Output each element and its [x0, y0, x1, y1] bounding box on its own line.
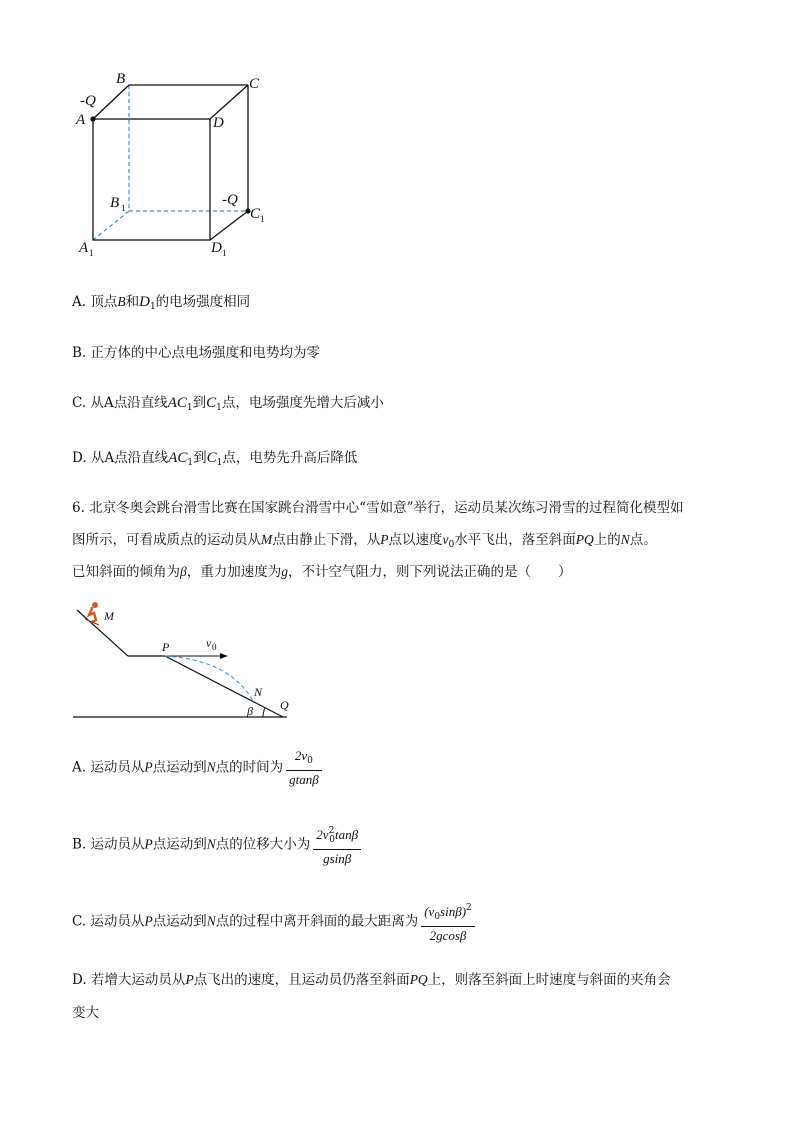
q6-stem-line-2: 图所示，可看成质点的运动员从M点由静止下滑，从P点以速度$v_0$水平飞出，落至斜面PQ上的N点。: [72, 532, 657, 550]
edge-dc: [210, 85, 248, 119]
vertex-sub-c1: 1: [260, 214, 265, 224]
upper-slope: [77, 610, 128, 656]
edge-a1b1: [93, 211, 129, 240]
vertex-sub-b1: 1: [121, 203, 126, 213]
fraction-time: $\frac{2v_0}{gtan\beta}$: [286, 748, 322, 788]
q6-option-a: A. 运动员从P点运动到N点的时间为 $\frac{2v_0}{gtan\beta}$: [72, 748, 322, 788]
vertex-sub-a1: 1: [89, 248, 94, 258]
point-label-q: Q: [280, 698, 289, 712]
vertex-label-d1: D: [211, 240, 222, 256]
q5-option-a: A. 顶点B和$D_1$的电场强度相同: [72, 294, 251, 312]
velocity-label: v: [206, 636, 212, 650]
slope-pq: [165, 656, 283, 717]
fraction-max-distance: $\frac{(v_0\sin\beta)^2}{2gcos\beta}$: [421, 900, 475, 944]
skier-icon: [85, 602, 99, 625]
vertex-label-d: D: [213, 115, 224, 131]
vertex-label-b: B: [116, 71, 126, 87]
q6-option-c: C. 运动员从P点运动到N点的过程中离开斜面的最大距离为 $\frac{(v_0\sin\beta)^2}{2gcos\beta}$: [72, 900, 475, 944]
q6-option-d-line-1: D. 若增大运动员从P点飞出的速度，且运动员仍落至斜面PQ上，则落至斜面上时速度与斜面的夹角会: [72, 972, 671, 988]
vertex-label-a: A: [76, 112, 86, 128]
charge-label-c1: -Q: [222, 192, 238, 208]
angle-beta-arc: [263, 708, 265, 717]
q5-option-d: D. 从A点沿直线$AC_1$到$C_1$点，电势先升高后降低: [72, 450, 358, 468]
q6-option-d-line-2: 变大: [72, 1005, 99, 1021]
vertex-sub-d1: 1: [222, 248, 227, 258]
cube-figure: [72, 66, 282, 266]
point-label-p: P: [162, 640, 170, 654]
angle-label-beta: β: [247, 704, 253, 718]
q5-option-c: C. 从A点沿直线$AC_1$到$C_1$点，电场强度先增大后减小: [72, 395, 384, 413]
fraction-displacement: $\frac{2v^2_0\tan\beta}{gsin\beta}$: [313, 823, 361, 867]
vertex-label-c: C: [249, 76, 260, 92]
point-label-n: N: [254, 685, 263, 699]
edge-ab: [93, 85, 129, 119]
velocity-label-sub: 0: [212, 642, 217, 652]
ski-slope-figure: [70, 600, 300, 725]
point-label-m: M: [104, 609, 114, 623]
q6-stem-line-1: 6. 北京冬奥会跳台滑雪比赛在国家跳台滑雪中心“雪如意”举行，运动员某次练习滑雪的过程简化模型如: [72, 500, 684, 516]
q6-option-b: B. 运动员从P点运动到N点的位移大小为 $\frac{2v^2_0\tan\beta}{gsin\beta}$: [72, 823, 361, 867]
charge-dot-a: [90, 116, 95, 121]
charge-label-a: -Q: [80, 93, 96, 109]
vertex-label-a1: A: [79, 240, 89, 256]
edge-d1c1: [210, 211, 248, 240]
vertex-label-b1: B: [110, 195, 120, 211]
q5-option-b: B. 正方体的中心点电场强度和电势均为零: [72, 345, 321, 361]
vertex-label-c1: C: [250, 206, 261, 222]
q6-stem-line-3: 已知斜面的倾角为β，重力加速度为g，不计空气阻力，则下列说法正确的是（ ）: [72, 564, 572, 580]
velocity-arrowhead: [220, 653, 228, 659]
front-face: [93, 119, 210, 240]
